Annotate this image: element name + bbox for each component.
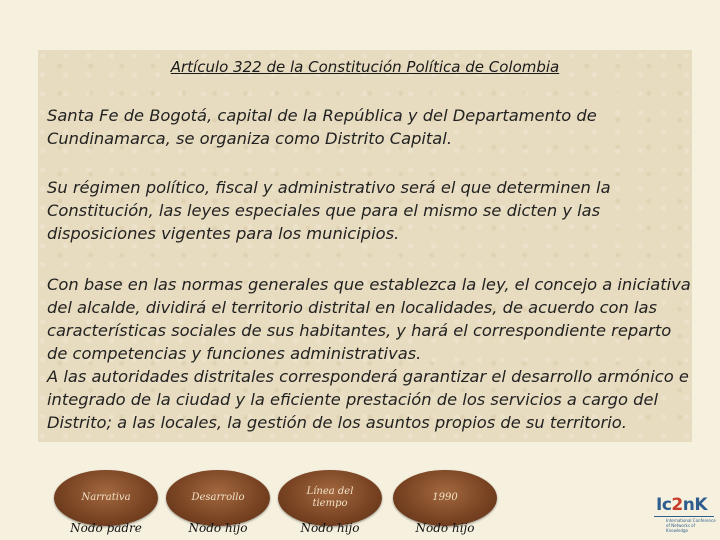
node-navigation xyxy=(0,470,720,540)
logo-text-c: nK xyxy=(682,495,708,515)
article-paragraph-2: Su régimen político, fiscal y administrativo será el que determinen la Constitución, las leyes especiales que para el mismo se dicten y las disposiciones vigentes para los municipios. xyxy=(47,178,611,243)
article-paragraph-1: Santa Fe de Bogotá, capital de la República y del Departamento de Cundinamarca, se organiza como Distrito Capital. xyxy=(47,106,597,148)
article-title: Artículo 322 de la Constitución Política de Colombia xyxy=(170,58,560,76)
logo-text-b: 2 xyxy=(671,495,683,515)
node-button-linea-del-tiempo[interactable] xyxy=(278,470,382,526)
logo-subtitle-2: of Networks of Knowledge xyxy=(666,523,696,533)
node-label: Desarrollo xyxy=(191,492,245,503)
node-caption: Nodo padre xyxy=(70,521,142,535)
node-button-desarrollo[interactable] xyxy=(166,470,270,526)
logo-divider xyxy=(654,516,714,517)
node-caption: Nodo hijo xyxy=(188,521,248,535)
ic2nk-logo xyxy=(650,495,718,540)
node-button-narrativa[interactable] xyxy=(54,470,158,526)
node-caption: Nodo hijo xyxy=(300,521,360,535)
node-label: Línea del tiempo xyxy=(306,486,354,509)
node-label: 1990 xyxy=(432,492,458,503)
logo-text-a: Ic xyxy=(656,495,672,515)
logo-wordmark xyxy=(656,495,718,515)
article-paragraph-3-text: Con base en las normas generales que establezca la ley, el concejo a iniciativa del alcalde, dividirá el territorio distrital en localidades, de acuerdo con las características sociales de sus habitantes, y hará el correspondiente reparto de competencias y funciones administrativas. xyxy=(47,275,691,363)
node-caption: Nodo hijo xyxy=(415,521,475,535)
article-paragraph-3 xyxy=(47,273,692,434)
article-paragraph-4-text: A las autoridades distritales corresponderá garantizar el desarrollo armónico e integrado de la ciudad y la eficiente prestación de los servicios a cargo del Distrito; a las locales, la gestión de los asuntos propios de su territorio. xyxy=(47,367,689,432)
node-label: Narrativa xyxy=(81,492,131,503)
node-button-1990[interactable] xyxy=(393,470,497,526)
logo-subtitle-1: International Conference xyxy=(666,518,716,523)
